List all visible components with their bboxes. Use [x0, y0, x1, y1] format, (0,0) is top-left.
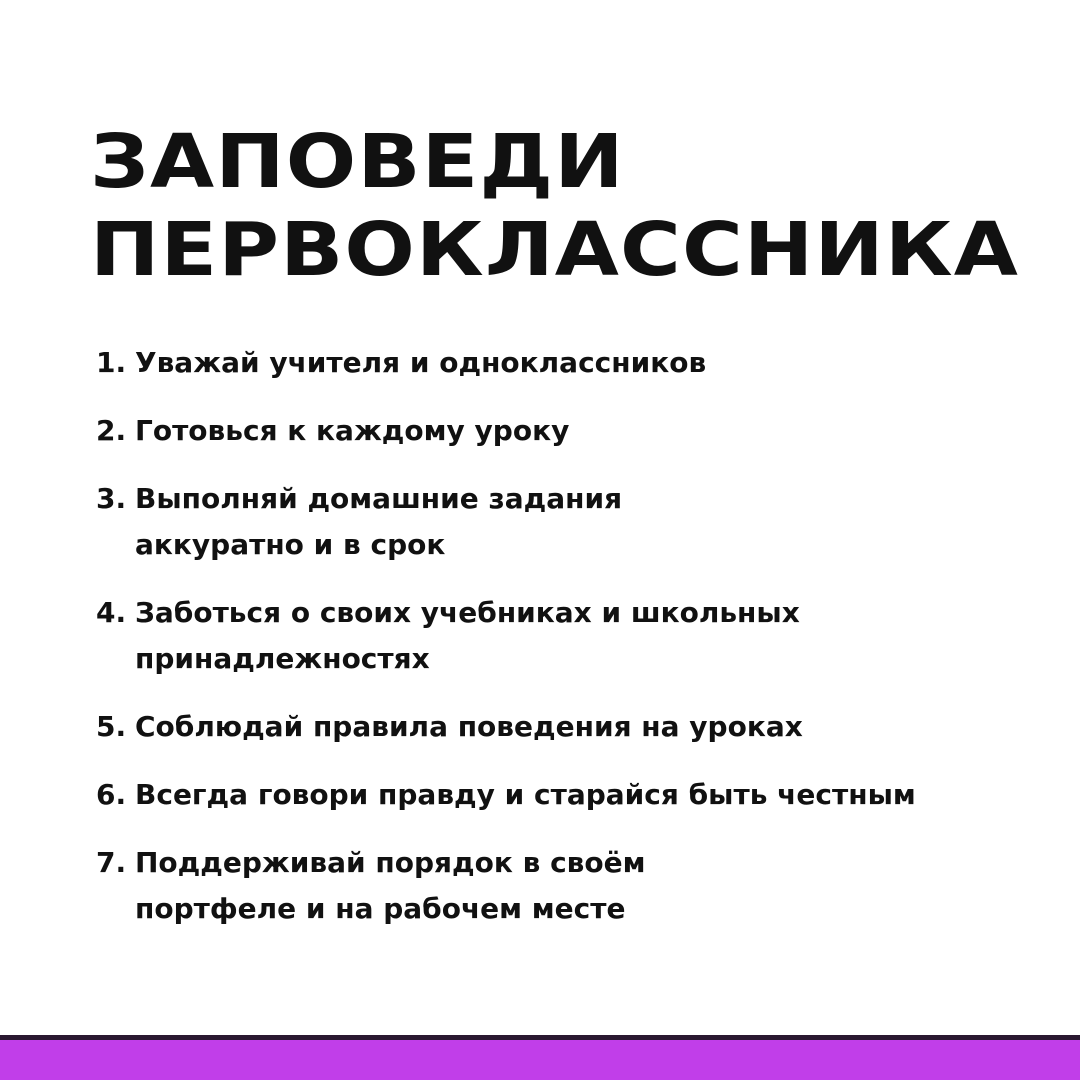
rule-number: 2. — [96, 414, 127, 447]
rule-text-line: Поддерживай порядок в своём — [135, 846, 646, 879]
rule-text-line: аккуратно и в срок — [135, 528, 446, 561]
rule-number: 3. — [96, 482, 127, 515]
rule-number: 5. — [96, 710, 127, 743]
rule-text-line: Уважай учителя и одноклассников — [135, 346, 707, 379]
rule-item-4 — [96, 590, 996, 682]
rule-item-6 — [96, 772, 996, 818]
rule-number: 4. — [96, 596, 127, 629]
rule-text — [135, 704, 803, 750]
rule-text-line: принадлежностях — [135, 642, 430, 675]
rule-text-line: Соблюдай правила поведения на уроках — [135, 710, 803, 743]
rule-text — [135, 772, 916, 818]
rule-number: 1. — [96, 346, 127, 379]
rule-text — [135, 408, 569, 454]
accent-bottom-bar — [0, 1035, 1080, 1080]
rule-text-line: Выполняй домашние задания — [135, 482, 623, 515]
rule-number: 6. — [96, 778, 127, 811]
rule-item-1 — [96, 340, 996, 386]
rule-number: 7. — [96, 846, 127, 879]
rule-text-line: портфеле и на рабочем месте — [135, 892, 626, 925]
rule-text — [135, 840, 646, 932]
page-title — [90, 118, 1019, 294]
rule-text-line: Готовься к каждому уроку — [135, 414, 570, 447]
rule-text-line: Заботься о своих учебниках и школьных — [135, 596, 800, 629]
rule-text-line: Всегда говори правду и старайся быть честным — [135, 778, 916, 811]
rules-list — [96, 340, 996, 954]
rule-item-7 — [96, 840, 996, 932]
rule-text — [135, 476, 622, 568]
rule-text — [135, 590, 800, 682]
rule-text — [135, 340, 706, 386]
rule-item-2 — [96, 408, 996, 454]
rule-item-3 — [96, 476, 996, 568]
title-line-2: ПЕРВОКЛАССНИКА — [90, 207, 1020, 293]
title-line-1: ЗАПОВЕДИ — [90, 119, 625, 205]
rule-item-5 — [96, 704, 996, 750]
